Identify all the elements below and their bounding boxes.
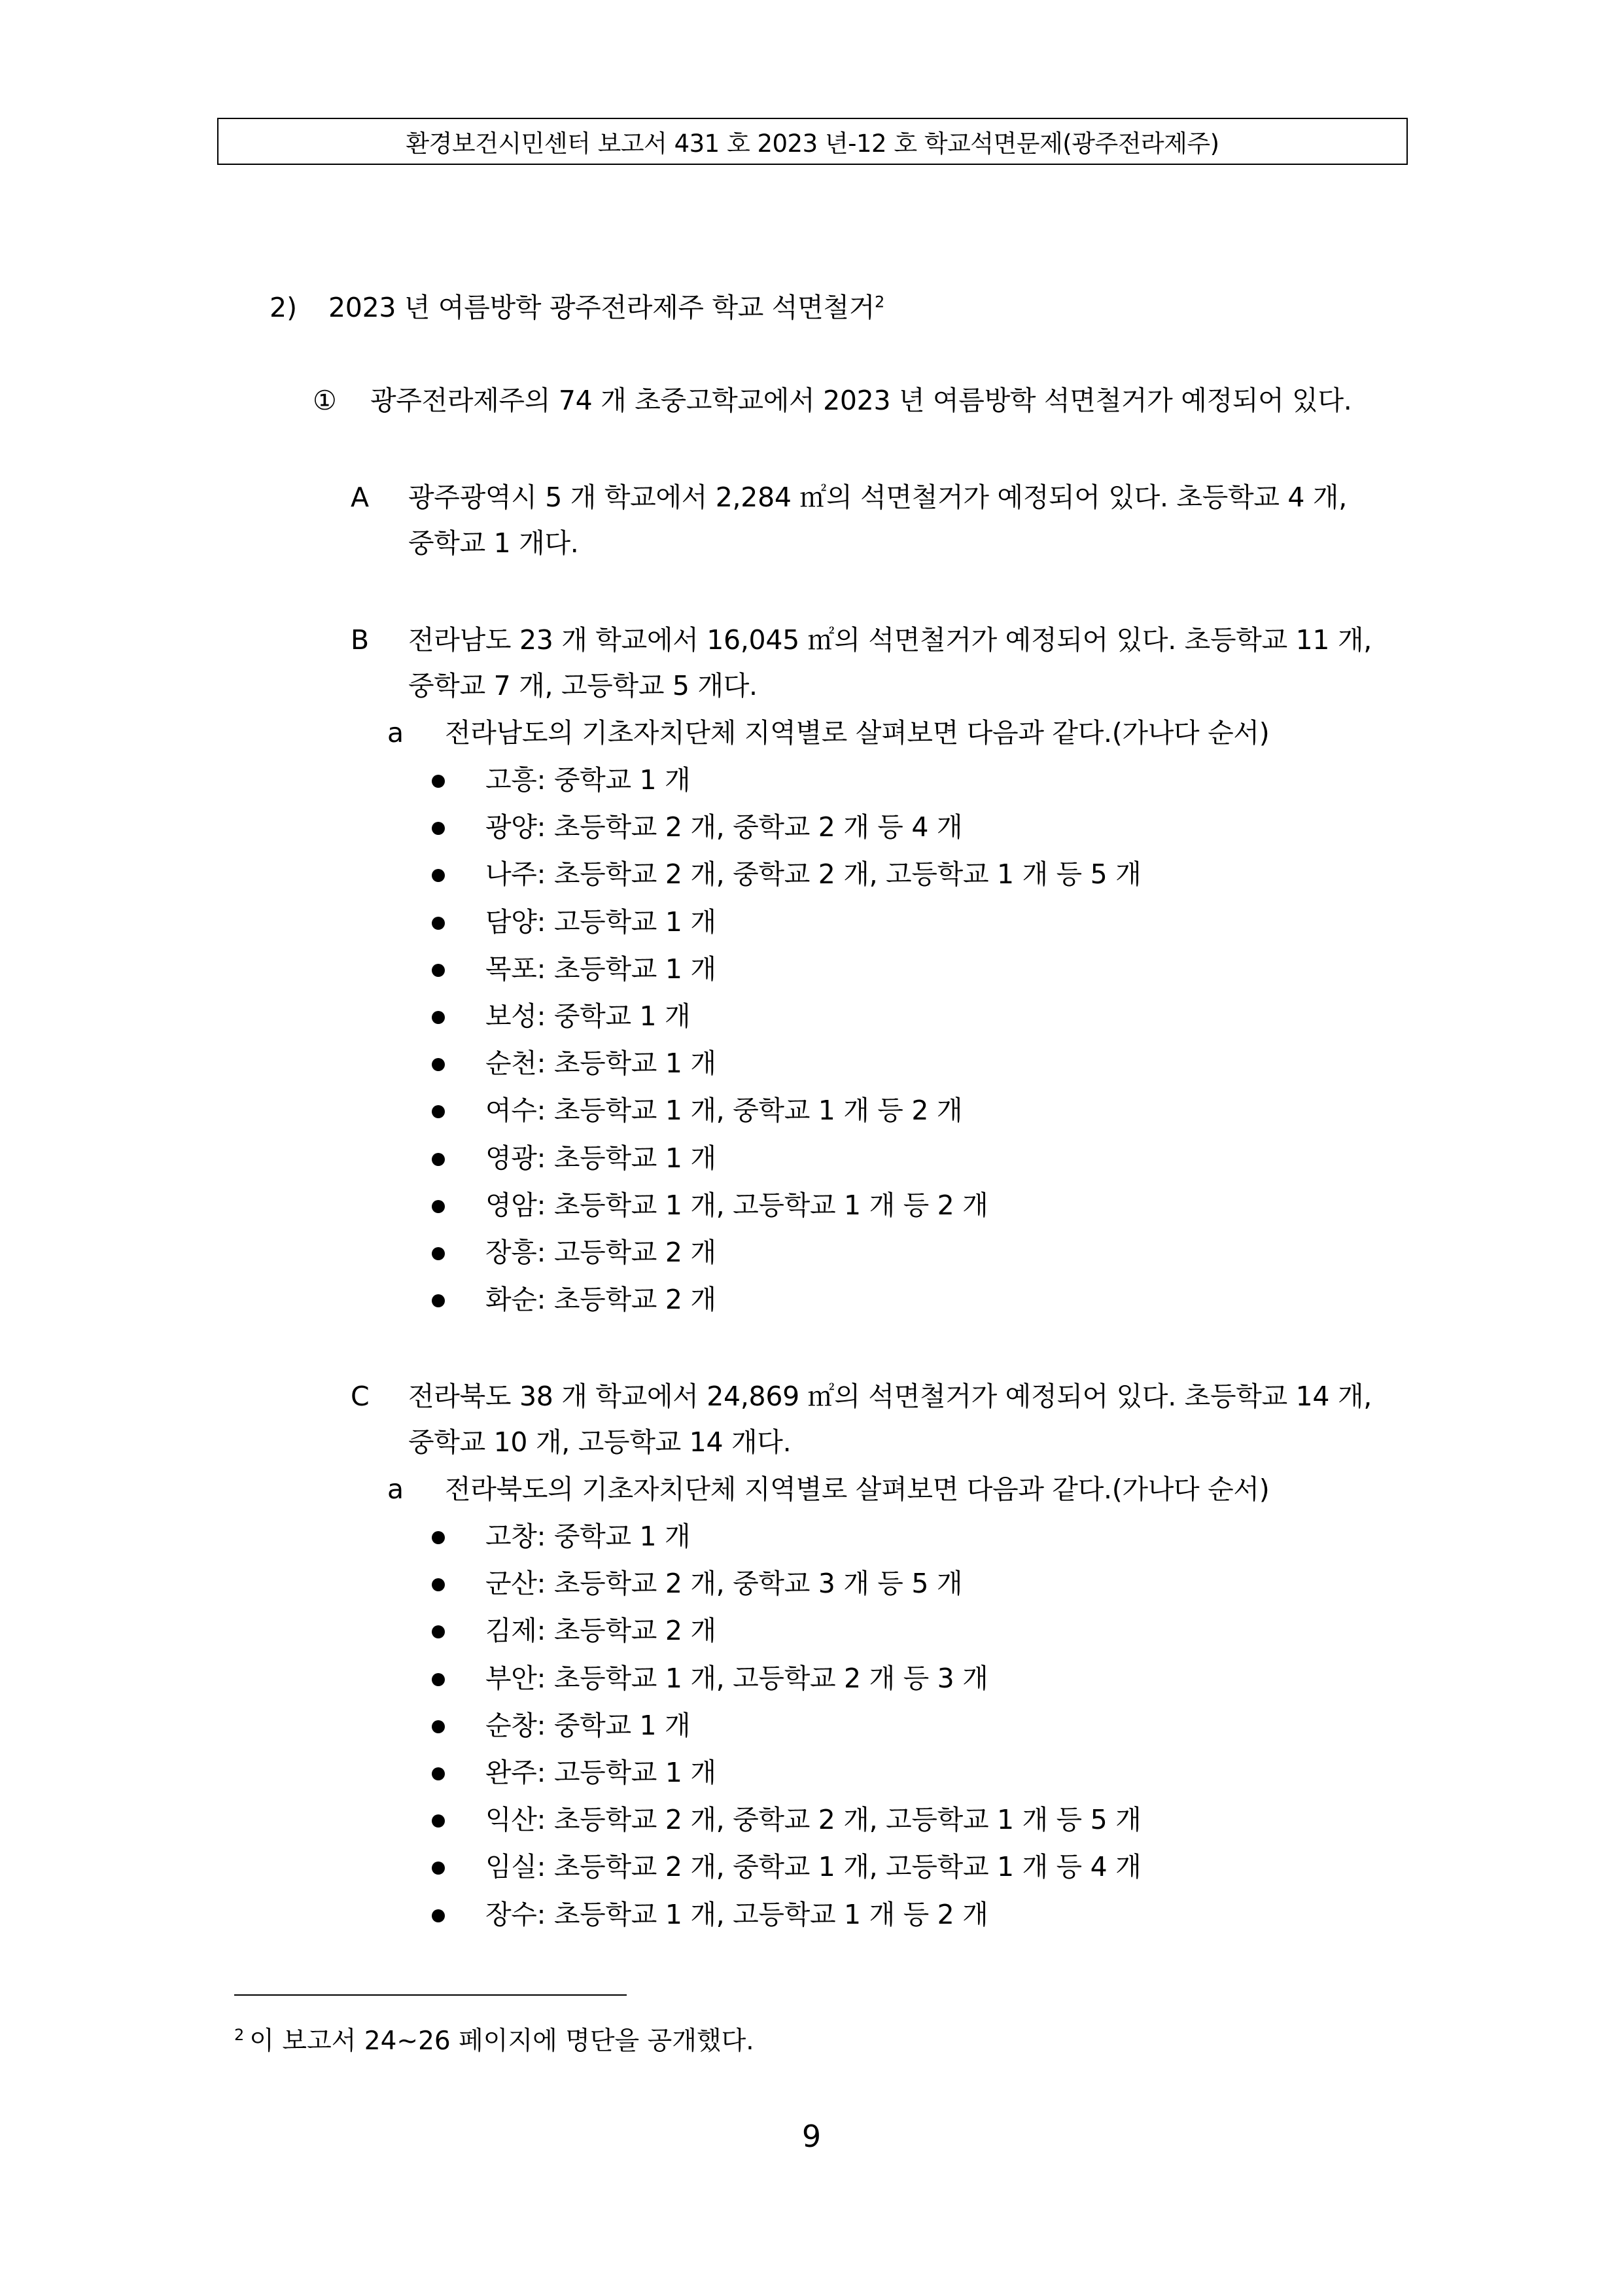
item-marker: ① [313, 385, 337, 416]
list-item: 장수: 초등학교 1 개, 고등학교 1 개 등 2 개 [485, 1898, 988, 1930]
sub-c-line2: 중학교 10 개, 고등학교 14 개다. [408, 1426, 792, 1458]
section-title [328, 294, 884, 321]
bullet-icon [432, 1578, 445, 1591]
list-item: 순창: 중학교 1 개 [485, 1709, 691, 1741]
sub-b-intro: 전라남도의 기초자치단체 지역별로 살펴보면 다음과 같다.(가나다 순서) [445, 717, 1270, 749]
list-item: 고창: 중학교 1 개 [485, 1521, 691, 1552]
sub-a-line1: 광주광역시 5 개 학교에서 2,284 ㎡의 석면철거가 예정되어 있다. 초등학교 4 개, [408, 482, 1347, 513]
sub-c-marker: C [351, 1381, 370, 1412]
footnote-text: 이 보고서 24~26 페이지에 명단을 공개했다. [249, 2026, 754, 2056]
list-item: 영암: 초등학교 1 개, 고등학교 1 개 등 2 개 [485, 1189, 988, 1221]
bullet-icon [432, 964, 445, 977]
section-title-text: 2023 년 여름방학 광주전라제주 학교 석면철거 [328, 292, 875, 323]
list-item: 광양: 초등학교 2 개, 중학교 2 개 등 4 개 [485, 811, 963, 843]
page-number: 9 [801, 2119, 822, 2154]
section-number: 2) [270, 292, 298, 323]
sub-c-intro: 전라북도의 기초자치단체 지역별로 살펴보면 다음과 같다.(가나다 순서) [445, 1474, 1270, 1505]
sub-c-intro-marker: a [387, 1474, 404, 1505]
footnote-divider [234, 1994, 627, 1996]
sub-b-intro-marker: a [387, 717, 404, 749]
bullet-icon [432, 1531, 445, 1544]
list-item: 여수: 초등학교 1 개, 중학교 1 개 등 2 개 [485, 1095, 963, 1127]
bullet-icon [432, 1814, 445, 1828]
list-item: 목포: 초등학교 1 개 [485, 953, 716, 985]
list-item: 완주: 고등학교 1 개 [485, 1757, 716, 1788]
bullet-icon [432, 1767, 445, 1780]
list-item: 나주: 초등학교 2 개, 중학교 2 개, 고등학교 1 개 등 5 개 [485, 858, 1142, 891]
sub-a-marker: A [351, 482, 370, 513]
sub-b-marker: B [351, 624, 370, 656]
bullet-icon [432, 1200, 445, 1213]
list-item: 익산: 초등학교 2 개, 중학교 2 개, 고등학교 1 개 등 5 개 [485, 1804, 1142, 1836]
bullet-icon [432, 822, 445, 835]
list-item: 군산: 초등학교 2 개, 중학교 3 개 등 5 개 [485, 1568, 963, 1600]
report-header-title: 환경보건시민센터 보고서 431 호 2023 년-12 호 학교석면문제(광주전라제주) [406, 130, 1219, 158]
footnote-reference: 2 [875, 292, 884, 311]
footnote [234, 2028, 754, 2054]
list-item: 보성: 중학교 1 개 [485, 1000, 691, 1032]
bullet-icon [432, 917, 445, 930]
bullet-icon [432, 1294, 445, 1307]
bullet-icon [432, 775, 445, 788]
report-header [217, 118, 1408, 165]
bullet-icon [432, 1862, 445, 1875]
bullet-icon [432, 869, 445, 882]
list-item: 김제: 초등학교 2 개 [485, 1615, 716, 1647]
list-item: 화순: 초등학교 2 개 [485, 1284, 716, 1316]
list-item: 고흥: 중학교 1 개 [485, 764, 691, 796]
list-item: 담양: 고등학교 1 개 [485, 906, 716, 938]
bullet-icon [432, 1720, 445, 1733]
bullet-icon [432, 1058, 445, 1071]
list-item: 장흥: 고등학교 2 개 [485, 1237, 716, 1268]
bullet-icon [432, 1247, 445, 1260]
list-item: 순천: 초등학교 1 개 [485, 1048, 716, 1080]
sub-c-line1: 전라북도 38 개 학교에서 24,869 ㎡의 석면철거가 예정되어 있다. 초등학교 14 개, [408, 1381, 1372, 1412]
footnote-mark: 2 [234, 2026, 245, 2044]
sub-b-line1: 전라남도 23 개 학교에서 16,045 ㎡의 석면철거가 예정되어 있다. 초등학교 11 개, [408, 624, 1372, 656]
sub-b-line2: 중학교 7 개, 고등학교 5 개다. [408, 670, 758, 701]
item-text: 광주전라제주의 74 개 초중고학교에서 2023 년 여름방학 석면철거가 예정되어 있다. [370, 385, 1352, 416]
list-item: 부안: 초등학교 1 개, 고등학교 2 개 등 3 개 [485, 1662, 988, 1694]
bullet-icon [432, 1153, 445, 1166]
list-item: 영광: 초등학교 1 개 [485, 1142, 716, 1174]
sub-a-line2: 중학교 1 개다. [408, 527, 579, 559]
bullet-icon [432, 1673, 445, 1686]
list-item: 임실: 초등학교 2 개, 중학교 1 개, 고등학교 1 개 등 4 개 [485, 1851, 1142, 1883]
bullet-icon [432, 1011, 445, 1024]
bullet-icon [432, 1105, 445, 1118]
bullet-icon [432, 1909, 445, 1922]
bullet-icon [432, 1625, 445, 1638]
